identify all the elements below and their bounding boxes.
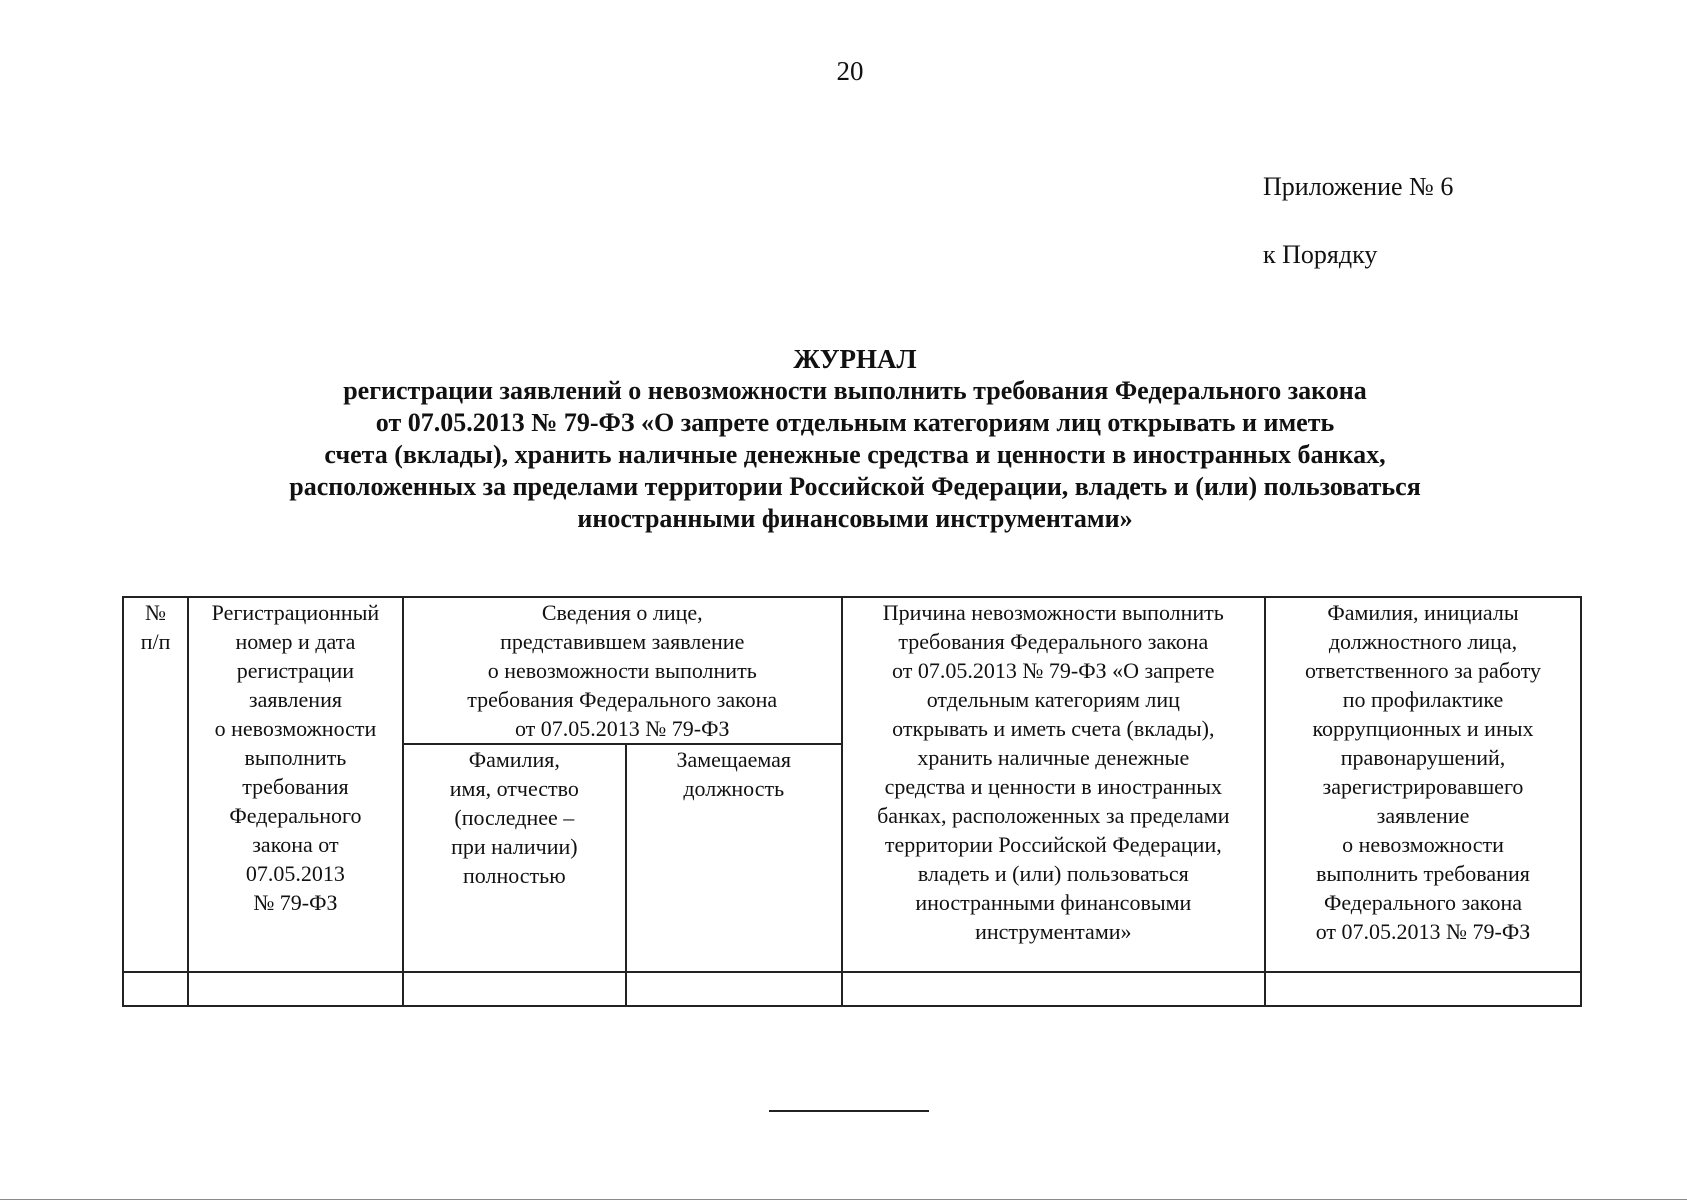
table-cell [123, 972, 188, 1006]
page-number: 20 [836, 56, 864, 86]
table-cell [188, 972, 403, 1006]
journal-subtitle-line: счета (вклады), хранить наличные денежные средства и ценности в иностранных банках, [324, 440, 1386, 469]
table-cell [403, 972, 626, 1006]
journal-title: ЖУРНАЛ [793, 344, 917, 374]
appendix-reference: к Порядку [1263, 240, 1378, 269]
table-cell [842, 972, 1265, 1006]
header-person-position: Замещаемая должность [626, 744, 842, 972]
journal-subtitle-line: расположенных за пределами территории Российской Федерации, владеть и (или) пользоваться [289, 472, 1421, 501]
table-row [123, 972, 1581, 1006]
journal-title-block [0, 343, 1687, 535]
journal-subtitle-line: регистрации заявлений о невозможности выполнить требования Федерального закона [343, 376, 1367, 405]
header-registration: Регистрационный номер и дата регистрации заявления о невозможности выполнить требования Федерального закона от 07.05.2013 № 79-ФЗ [188, 597, 403, 972]
journal-subtitle-line: иностранными финансовыми инструментами» [577, 504, 1133, 533]
journal-subtitle-line: от 07.05.2013 № 79-ФЗ «О запрете отдельным категориям лиц открывать и иметь [375, 408, 1335, 437]
table-cell [1265, 972, 1581, 1006]
appendix-label: Приложение № 6 [1263, 172, 1454, 201]
header-person-name: Фамилия, имя, отчество (последнее – при наличии) полностью [403, 744, 626, 972]
table-cell [626, 972, 842, 1006]
header-reason: Причина невозможности выполнить требования Федерального закона от 07.05.2013 № 79-ФЗ «О запрете отдельным категориям лиц открывать и иметь счета (вклады), хранить наличные денежные средства и ценности в иностранных банках, расположенных за пределами территории Российской Федерации, владеть и (или) пользоваться иностранными финансовыми инструментами» [842, 597, 1265, 972]
journal-table [122, 596, 1582, 1007]
header-person-group: Сведения о лице, представившем заявление о невозможности выполнить требования Федерального закона от 07.05.2013 № 79-ФЗ [403, 597, 842, 744]
header-official: Фамилия, инициалы должностного лица, ответственного за работу по профилактике коррупционных и иных правонарушений, зарегистрировавшего заявление о невозможности выполнить требования Федерального закона от 07.05.2013 № 79-ФЗ [1265, 597, 1581, 972]
header-number: № п/п [123, 597, 188, 972]
table-header-row [123, 597, 1581, 744]
footer-divider [769, 1110, 929, 1112]
